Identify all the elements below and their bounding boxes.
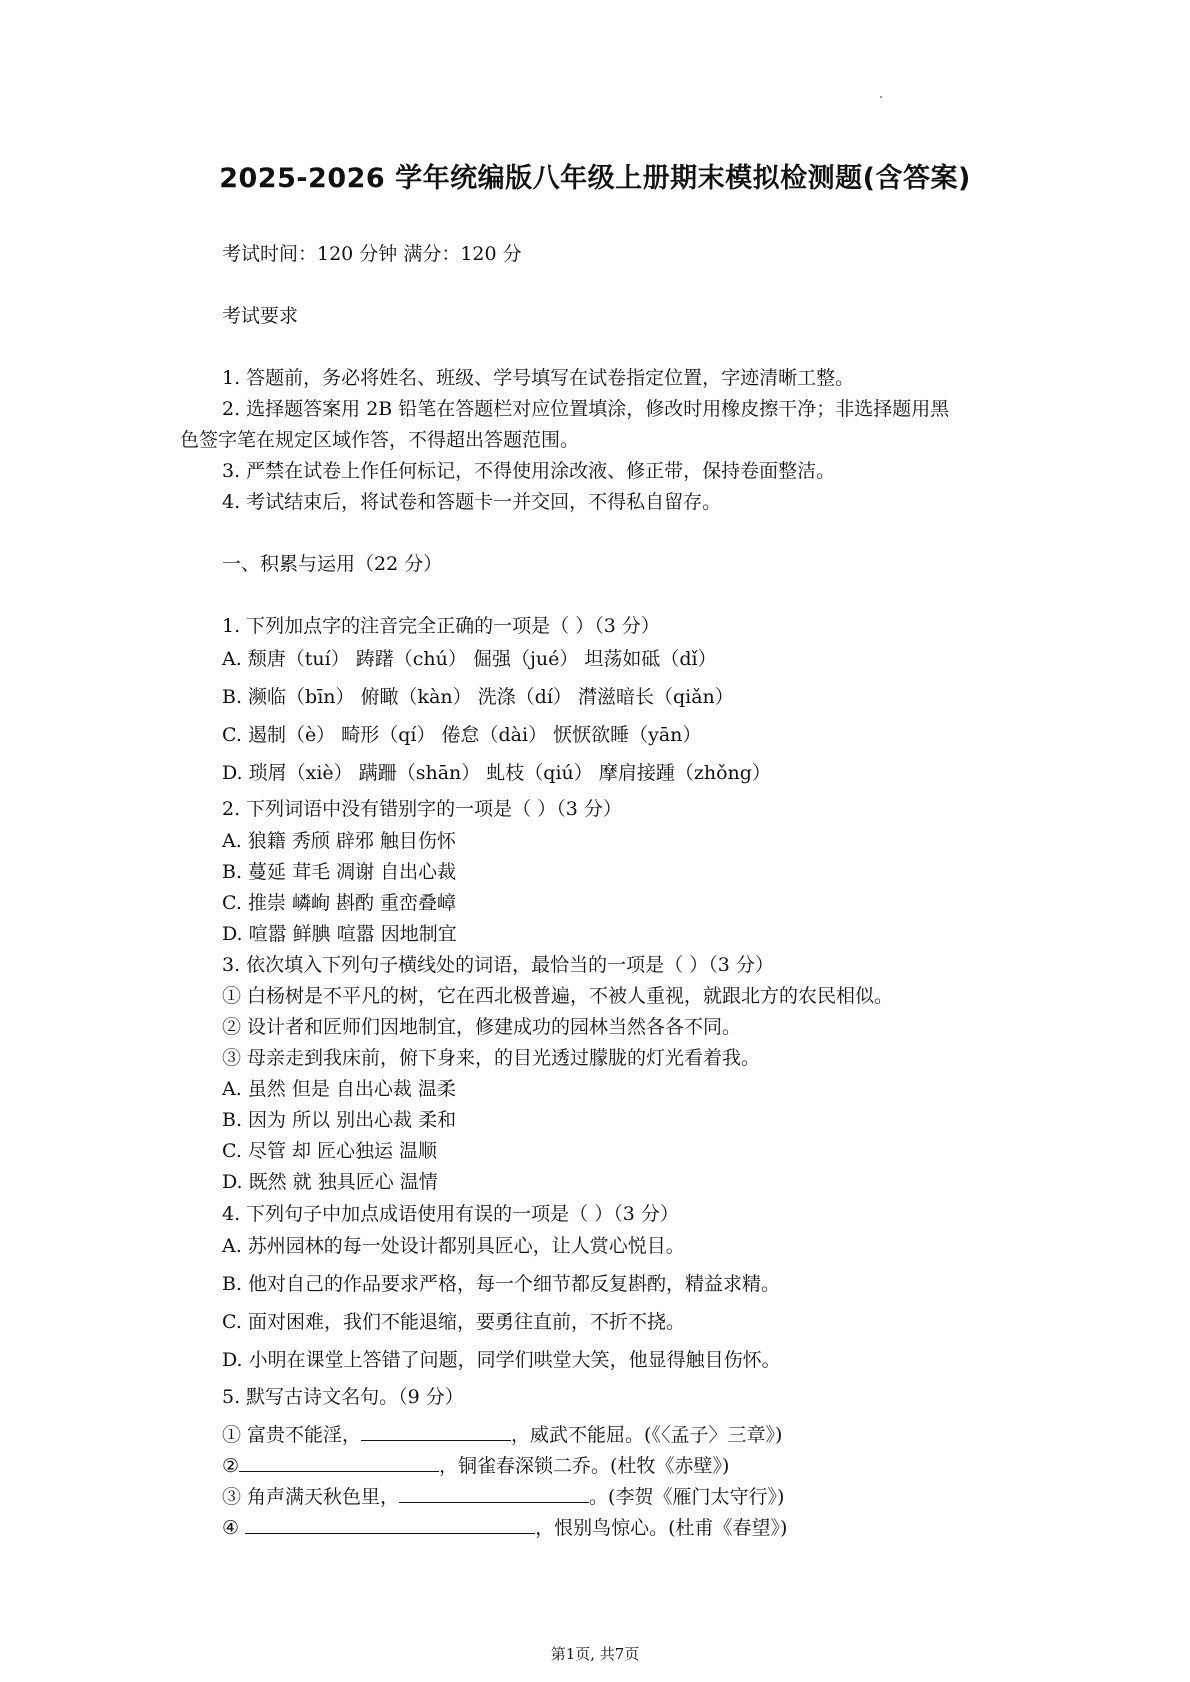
page-mark	[880, 96, 882, 98]
question-2: 2. 下列词语中没有错别字的一项是（ ）（3 分）	[222, 798, 622, 820]
poem-4-before: ④	[222, 1517, 246, 1539]
q3-sentence-2: ② 设计者和匠师们因地制宜，修建成功的园林当然各各不同。	[222, 1016, 742, 1038]
poem-4-after: ，恨别鸟惊心。(杜甫《春望》)	[535, 1517, 788, 1539]
poem-3-after: 。(李贺《雁门太守行》)	[589, 1486, 785, 1508]
answer-blank-4[interactable]	[245, 1513, 535, 1534]
requirement-3: 3. 严禁在试卷上作任何标记，不得使用涂改液、修正带，保持卷面整洁。	[222, 460, 836, 482]
poem-1-before: ① 富贵不能淫，	[222, 1424, 362, 1446]
poem-line-4	[222, 1513, 787, 1538]
poem-3-before: ③ 角声满天秋色里，	[222, 1486, 400, 1508]
q3-sentence-1: ① 白杨树是不平凡的树，它在西北极普遍，不被人重视，就跟北方的农民相似。	[222, 985, 894, 1007]
answer-blank-1[interactable]	[361, 1420, 511, 1441]
q4-option-a: A. 苏州园林的每一处设计都别具匠心，让人赏心悦目。	[222, 1235, 685, 1257]
q1-option-c: C. 遏制（è） 畸形（qí） 倦怠（dài） 恹恹欲睡（yān）	[222, 724, 702, 746]
q3-sentence-3: ③ 母亲走到我床前，俯下身来，的目光透过朦胧的灯光看着我。	[222, 1047, 761, 1069]
q1-option-a: A. 颓唐（tuí） 踌躇（chú） 倔强（jué） 坦荡如砥（dǐ）	[222, 648, 717, 670]
q3-option-d: D. 既然 就 独具匠心 温情	[222, 1171, 438, 1193]
poem-line-3	[222, 1482, 784, 1507]
section-heading: 一、积累与运用（22 分）	[222, 553, 443, 575]
q2-option-b: B. 蔓延 茸毛 凋谢 自出心裁	[222, 861, 457, 883]
q2-option-c: C. 推崇 嶙峋 斟酌 重峦叠嶂	[222, 892, 457, 914]
question-4: 4. 下列句子中加点成语使用有误的一项是（ ）（3 分）	[222, 1203, 679, 1225]
q3-option-c: C. 尽管 却 匠心独运 温顺	[222, 1140, 438, 1162]
q1-option-b: B. 濒临（bīn） 俯瞰（kàn） 洗涤（dí） 潸滋暗长（qiǎn）	[222, 686, 734, 708]
q4-option-c: C. 面对困难，我们不能退缩，要勇往直前，不折不挠。	[222, 1311, 685, 1333]
exam-info: 考试时间：120 分钟 满分：120 分	[222, 243, 522, 265]
requirement-4: 4. 考试结束后，将试卷和答题卡一并交回，不得私自留存。	[222, 491, 722, 513]
q2-option-a: A. 狼籍 秀颀 辟邪 触目伤怀	[222, 830, 456, 852]
q3-option-a: A. 虽然 但是 自出心裁 温柔	[222, 1078, 456, 1100]
question-3: 3. 依次填入下列句子横线处的词语，最恰当的一项是（ ）（3 分）	[222, 954, 774, 976]
answer-blank-3[interactable]	[399, 1482, 589, 1503]
poem-2-after: ，铜雀春深锁二乔。(杜牧《赤壁》)	[439, 1455, 730, 1477]
poem-1-after: ，威武不能屈。(《〈孟子〉三章》)	[511, 1424, 783, 1446]
question-1: 1. 下列加点字的注音完全正确的一项是（ ）（3 分）	[222, 615, 660, 637]
q1-option-d: D. 琐屑（xiè） 蹒跚（shān） 虬枝（qiú） 摩肩接踵（zhǒng）	[222, 762, 771, 784]
requirement-1: 1. 答题前，务必将姓名、班级、学号填写在试卷指定位置，字迹清晰工整。	[222, 367, 855, 389]
q4-option-d: D. 小明在课堂上答错了问题，同学们哄堂大笑，他显得触目伤怀。	[222, 1349, 781, 1371]
page-footer: 第1页, 共7页	[550, 1645, 640, 1663]
q2-option-d: D. 喧嚣 鲜腆 喧嚣 因地制宜	[222, 923, 457, 945]
poem-line-1	[222, 1420, 782, 1445]
document-title: 2025-2026 学年统编版八年级上册期末模拟检测题(含答案)	[219, 163, 971, 194]
question-5: 5. 默写古诗文名句。（9 分）	[222, 1386, 464, 1408]
requirement-2: 2. 选择题答案用 2B 铅笔在答题栏对应位置填涂，修改时用橡皮擦干净；非选择题用黑	[222, 398, 950, 420]
poem-line-2	[222, 1451, 729, 1476]
requirement-2-cont: 色签字笔在规定区域作答，不得超出答题范围。	[180, 429, 580, 451]
q4-option-b: B. 他对自己的作品要求严格，每一个细节都反复斟酌，精益求精。	[222, 1273, 781, 1295]
requirements-heading: 考试要求	[222, 305, 299, 327]
q3-option-b: B. 因为 所以 别出心裁 柔和	[222, 1109, 457, 1131]
answer-blank-2[interactable]	[239, 1451, 439, 1472]
poem-2-before: ②	[222, 1455, 240, 1477]
